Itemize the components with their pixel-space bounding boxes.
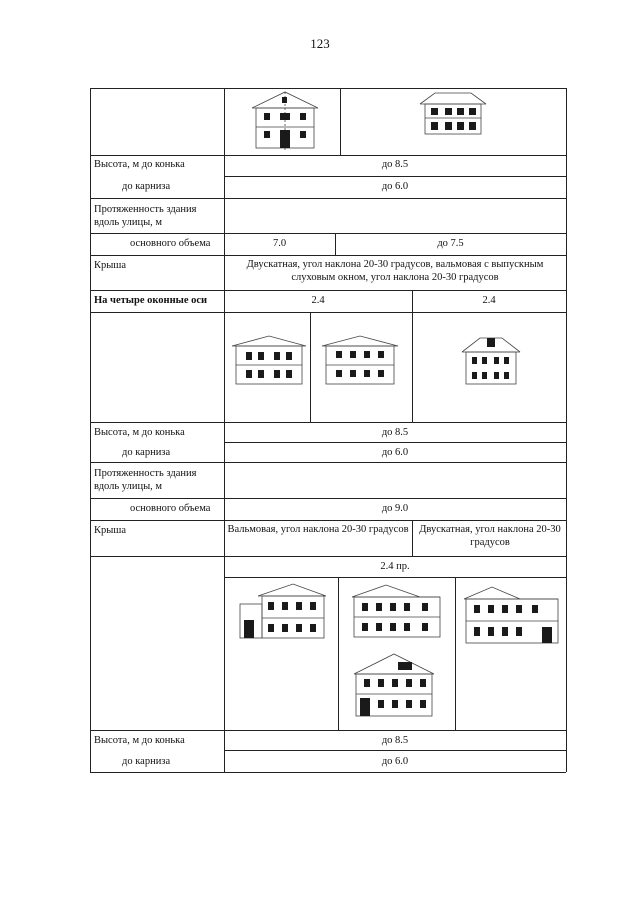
building-facade-asymmetric-3 (462, 585, 560, 645)
s2-main-volume-label: основного объема (130, 503, 211, 514)
building-facade-asymmetric-2 (350, 583, 442, 639)
s2-height-ridge-label: Высота, м до конька (94, 427, 185, 438)
building-facade-gable-dormer (352, 652, 436, 718)
building-facade-four-axes-dormer (460, 330, 522, 386)
s2-height-eave-label: до карниза (122, 447, 171, 458)
s2-roof-label: Крыша (94, 525, 127, 536)
building-facade-hip-dormer-1 (417, 90, 489, 136)
s3-height-ridge-value: до 8.5 (381, 735, 409, 746)
s2-roof-value-1: Вальмовая, угол наклона 20-30 градусов (227, 524, 409, 535)
s3-value: 2.4 пр. (380, 561, 410, 572)
s1-height-eave-value: до 6.0 (381, 181, 409, 192)
s2-value-2: 2.4 (482, 295, 496, 306)
s2-length-label: Протяженность здания вдоль улицы, м (94, 468, 197, 492)
s2-heading: На четыре оконные оси (94, 295, 208, 306)
page-number: 123 (310, 36, 330, 51)
s3-height-eave-label: до карниза (122, 756, 171, 767)
s2-height-ridge-value: до 8.5 (381, 427, 409, 438)
s1-roof-label: Крыша (94, 260, 127, 271)
s1-main-volume-label: основного объема (130, 238, 211, 249)
s2-height-eave-value: до 6.0 (381, 447, 409, 458)
s3-height-ridge-label: Высота, м до конька (94, 735, 185, 746)
s1-length-label: Протяженность здания вдоль улицы, м (94, 204, 197, 228)
building-facade-four-axes-2 (320, 334, 400, 386)
s2-value-1: 2.4 (311, 295, 325, 306)
s2-roof-value-2: Двускатная, угол наклона 20-30 градусов (419, 524, 561, 548)
s1-height-ridge-label: Высота, м до конька (94, 159, 185, 170)
s1-roof-value: Двускатная, угол наклона 20-30 градусов, вальмовая с выпускным слуховым окном, угол наклона 20-30 градусов (246, 259, 544, 283)
s1-height-ridge-value: до 8.5 (381, 159, 409, 170)
s1-main-volume-value-1: 7.0 (272, 238, 287, 249)
s1-main-volume-value-2: до 7.5 (437, 238, 464, 249)
building-facade-gable-1 (250, 90, 320, 154)
s3-height-eave-value: до 6.0 (381, 756, 409, 767)
s1-height-eave-label: до карниза (122, 181, 171, 192)
building-facade-four-axes-1 (230, 334, 308, 386)
building-facade-asymmetric-1 (238, 582, 328, 640)
s2-main-volume-value: до 9.0 (381, 503, 409, 514)
